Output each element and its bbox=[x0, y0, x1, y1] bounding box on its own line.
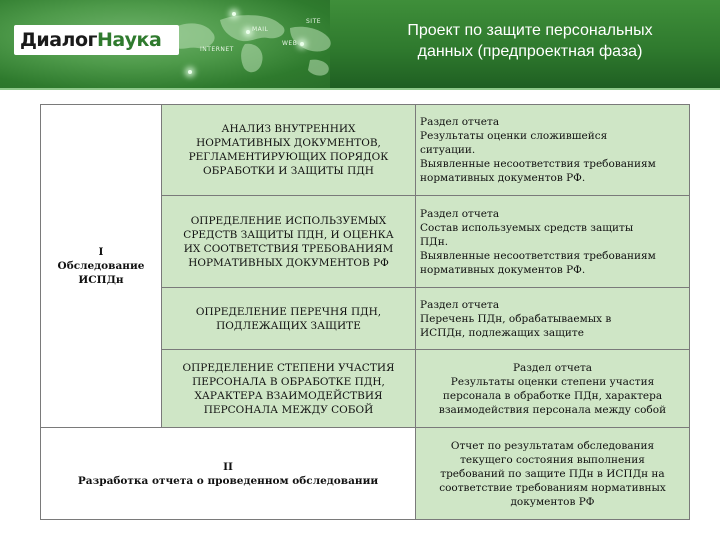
result-line: текущего состояния выполнения bbox=[460, 453, 645, 466]
result-line: нормативных документов РФ. bbox=[420, 172, 586, 184]
slide-title-line: данных (предпроектная фаза) bbox=[417, 43, 643, 60]
section1-label-cell bbox=[41, 105, 162, 428]
result-line: Отчет по результатам обследования bbox=[450, 439, 655, 452]
task-line: НОРМАТИВНЫХ ДОКУМЕНТОВ, bbox=[196, 137, 381, 149]
project-phase-table bbox=[40, 104, 690, 520]
result-line: Результаты оценки сложившейся bbox=[420, 130, 608, 142]
result-line: персонала в обработке ПДн, характера bbox=[442, 389, 663, 402]
task-line: НОРМАТИВНЫХ ДОКУМЕНТОВ РФ bbox=[188, 256, 389, 269]
result-line: Выявленные несоответствия требованиям bbox=[420, 249, 656, 262]
section2-label-line: II bbox=[223, 460, 233, 473]
glow-dot-icon bbox=[188, 70, 192, 74]
task-line: ОПРЕДЕЛЕНИЕ ИСПОЛЬЗУЕМЫХ bbox=[190, 214, 387, 227]
result-line: Результаты оценки степени участия bbox=[450, 375, 655, 388]
map-label-mail: MAIL bbox=[252, 26, 269, 33]
task-line: ХАРАКТЕРА ВЗАИМОДЕЙСТВИЯ bbox=[194, 389, 383, 402]
result-line: документов РФ bbox=[510, 495, 595, 508]
result-line: нормативных документов РФ. bbox=[420, 263, 586, 276]
task-line: ПОДЛЕЖАЩИХ ЗАЩИТЕ bbox=[216, 319, 361, 332]
logo-text-part1: Диалог bbox=[20, 29, 97, 51]
slide-title-line: Проект по защите персональных bbox=[407, 22, 653, 39]
result-cell bbox=[416, 288, 690, 350]
section1-label-line: ИСПДн bbox=[78, 274, 124, 286]
task-line: ОБРАБОТКИ И ЗАЩИТЫ ПДН bbox=[203, 165, 374, 177]
result-line: требований по защите ПДн в ИСПДн на bbox=[440, 467, 665, 480]
task-line: ПЕРСОНАЛА МЕЖДУ СОБОЙ bbox=[203, 403, 374, 416]
result-line: Раздел отчета bbox=[420, 298, 500, 311]
result-cell bbox=[416, 350, 690, 428]
result-cell bbox=[416, 428, 690, 520]
header-divider bbox=[0, 88, 720, 90]
result-line: ситуации. bbox=[420, 144, 476, 156]
table-row bbox=[41, 428, 690, 520]
map-label-web: WEB bbox=[282, 40, 298, 47]
logo-text-part2: Наука bbox=[96, 29, 162, 51]
result-line: Состав используемых средств защиты bbox=[420, 221, 634, 234]
slide-title bbox=[350, 20, 710, 62]
result-line: Раздел отчета bbox=[420, 116, 500, 128]
map-label-internet: INTERNET bbox=[200, 46, 234, 53]
task-line: СРЕДСТВ ЗАЩИТЫ ПДН, И ОЦЕНКА bbox=[183, 228, 394, 241]
task-cell bbox=[162, 288, 416, 350]
company-logo bbox=[14, 25, 179, 55]
task-line: РЕГЛАМЕНТИРУЮЩИХ ПОРЯДОК bbox=[188, 151, 389, 163]
result-cell bbox=[416, 196, 690, 288]
section2-label-line: Разработка отчета о проведенном обследовании bbox=[77, 474, 379, 487]
result-line: Выявленные несоответствия требованиям bbox=[420, 158, 656, 170]
result-cell bbox=[416, 105, 690, 196]
glow-dot-icon bbox=[232, 12, 236, 16]
world-map-graphic bbox=[150, 0, 350, 88]
glow-dot-icon bbox=[246, 30, 250, 34]
task-line: ИХ СООТВЕТСТВИЯ ТРЕБОВАНИЯМ bbox=[183, 242, 394, 255]
task-line: ОПРЕДЕЛЕНИЕ СТЕПЕНИ УЧАСТИЯ bbox=[182, 361, 395, 374]
result-line: соответствие требованиям нормативных bbox=[439, 481, 666, 494]
result-line: Раздел отчета bbox=[512, 361, 593, 374]
section2-label-cell bbox=[41, 428, 416, 520]
task-line: АНАЛИЗ ВНУТРЕННИХ bbox=[221, 123, 356, 135]
result-line: ИСПДн, подлежащих защите bbox=[420, 326, 584, 339]
result-line: взаимодействия персонала между собой bbox=[438, 403, 667, 416]
section1-label-line: I bbox=[98, 246, 104, 258]
section1-label-line: Обследование bbox=[57, 260, 145, 272]
result-line: Раздел отчета bbox=[420, 207, 500, 220]
task-cell bbox=[162, 105, 416, 196]
result-line: ПДн. bbox=[420, 235, 449, 248]
result-line: Перечень ПДн, обрабатываемых в bbox=[420, 312, 612, 325]
header-banner bbox=[0, 0, 720, 88]
task-cell bbox=[162, 350, 416, 428]
task-line: ОПРЕДЕЛЕНИЕ ПЕРЕЧНЯ ПДН, bbox=[195, 305, 382, 318]
table-row bbox=[41, 105, 690, 196]
map-label-site: SITE bbox=[306, 18, 322, 25]
task-cell bbox=[162, 196, 416, 288]
glow-dot-icon bbox=[300, 42, 304, 46]
task-line: ПЕРСОНАЛА В ОБРАБОТКЕ ПДН, bbox=[192, 375, 385, 388]
